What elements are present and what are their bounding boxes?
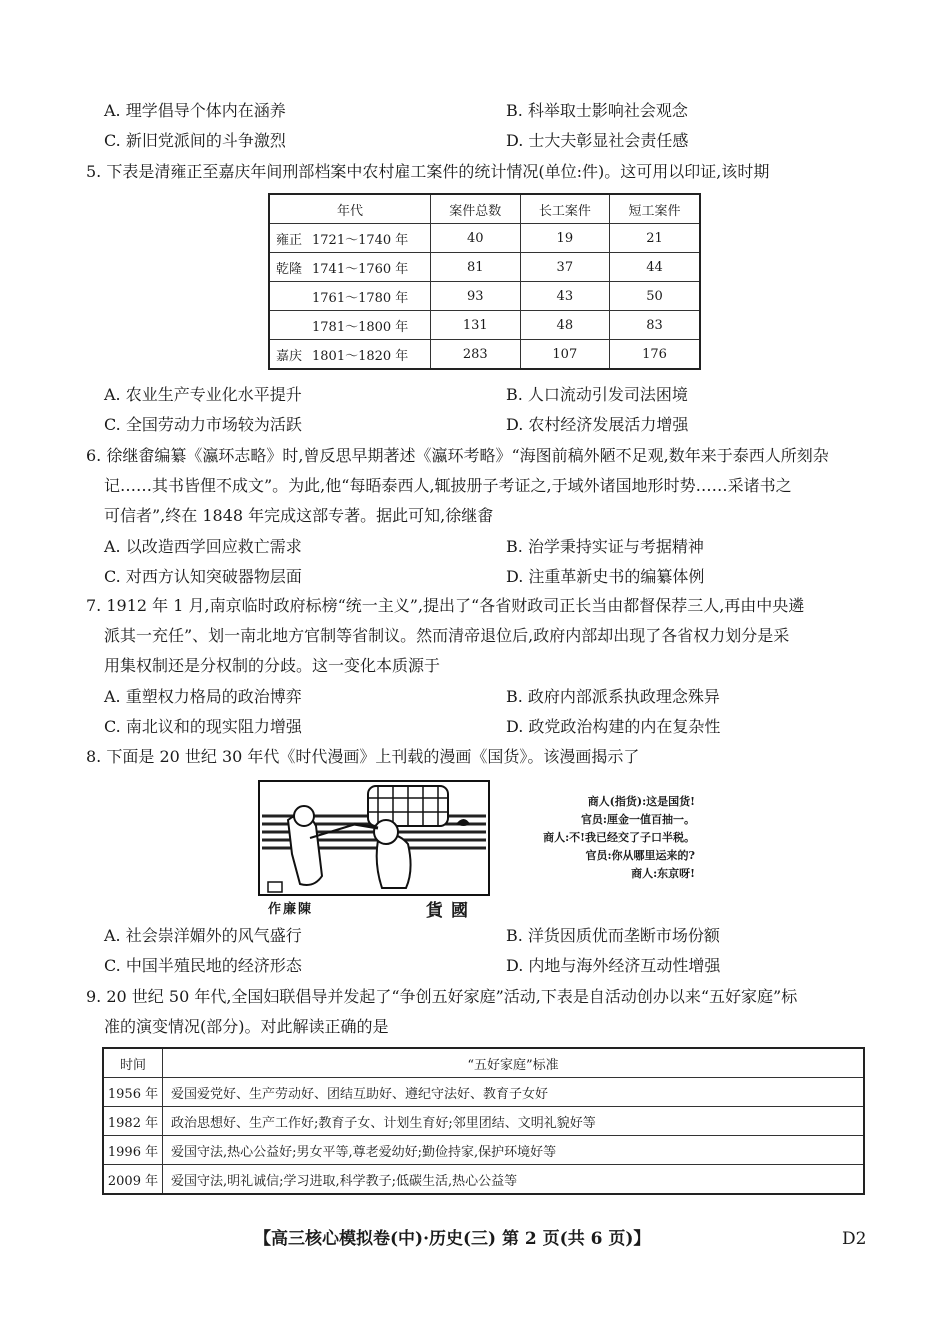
table-header: 时间: [103, 1048, 163, 1078]
q4-option-d: D. 士大夫彰显社会责任感: [506, 131, 689, 150]
q6-line-1: 6. 徐继畬编纂《瀛环志略》时,曾反思早期著述《瀛环考略》“海图前稿外陋不足观,数年来于泰西人所刻杂: [86, 446, 829, 465]
q5-option-c: C. 全国劳动力市场较为活跃: [104, 415, 302, 434]
period-cell: [269, 224, 431, 253]
q7-line-3: 用集权制还是分权制的分歧。这一变化本质源于: [104, 656, 441, 675]
period-cell: [269, 253, 431, 282]
table-row: [269, 282, 700, 311]
q4-option-b: B. 科举取士影响社会观念: [506, 101, 688, 120]
table-cell: 43: [520, 282, 610, 311]
table-row: [103, 1136, 864, 1165]
q7-option-c: C. 南北议和的现实阻力增强: [104, 717, 302, 736]
standard-cell: 政治思想好、生产工作好;教育子女、计划生育好;邻里团结、文明礼貌好等: [163, 1107, 865, 1136]
table-cell: 40: [431, 224, 521, 253]
q6-option-c: C. 对西方认知突破器物层面: [104, 567, 302, 586]
era-label: 乾隆: [276, 261, 303, 277]
period-label: 1761～1780 年: [312, 290, 409, 306]
q6-option-a: A. 以改造西学回应救亡需求: [104, 537, 302, 556]
table-row: [269, 224, 700, 253]
table-cell: 107: [520, 340, 610, 370]
table-header: 长工案件: [520, 194, 610, 224]
dialog-line: 商人:东京呀!: [631, 867, 695, 880]
q4-option-c: C. 新旧党派间的斗争激烈: [104, 131, 286, 150]
q7-line-1: 7. 1912 年 1 月,南京临时政府标榜“统一主义”,提出了“各省财政司正长当由都督保荐三人,再由中央遴: [86, 596, 805, 615]
q9-line-2: 准的演变情况(部分)。对此解读正确的是: [104, 1017, 389, 1036]
dialog-line: 商人:不!我已经交了子口半税。: [543, 831, 695, 844]
q5-stem: 5. 下表是清雍正至嘉庆年间刑部档案中农村雇工案件的统计情况(单位:件)。这可用以印证,该时期: [86, 162, 770, 181]
standard-cell: 爱国守法,热心公益好;男女平等,尊老爱幼好;勤俭持家,保护环境好等: [163, 1136, 865, 1165]
q8-option-d: D. 内地与海外经济互动性增强: [506, 956, 721, 975]
year-cell: 1956 年: [103, 1078, 163, 1107]
table-row: [103, 1165, 864, 1195]
table-header-row: [103, 1048, 864, 1078]
cartoon-illustration: [258, 780, 490, 896]
table-cell: 50: [610, 282, 700, 311]
table-header: 年代: [269, 194, 431, 224]
q7-option-b: B. 政府内部派系执政理念殊异: [506, 687, 720, 706]
year-cell: 1982 年: [103, 1107, 163, 1136]
dialog-line: 商人(指货):这是国货!: [587, 795, 695, 808]
table-header: 短工案件: [610, 194, 700, 224]
q7-line-2: 派其一充任”、划一南北地方官制等省制议。然而清帝退位后,政府内部却出现了各省权力划分是采: [104, 626, 790, 645]
table-cell: 81: [431, 253, 521, 282]
paper-code: D2: [842, 1229, 867, 1249]
q5-option-a: A. 农业生产专业化水平提升: [104, 385, 302, 404]
period-label: 1801～1820 年: [312, 348, 409, 364]
table-cell: 48: [520, 311, 610, 340]
page-footer: 【高三核心模拟卷(中)·历史(三) 第 2 页(共 6 页)】: [254, 1229, 651, 1249]
q4-option-a: A. 理学倡导个体内在涵养: [104, 101, 286, 120]
table-row: [269, 311, 700, 340]
period-cell: [269, 282, 431, 311]
table-cell: 176: [610, 340, 700, 370]
standard-cell: 爱国守法,明礼诚信;学习进取,科学教子;低碳生活,热心公益等: [163, 1165, 865, 1195]
table-cell: 83: [610, 311, 700, 340]
year-cell: 2009 年: [103, 1165, 163, 1195]
table-row: [103, 1078, 864, 1107]
q8-stem: 8. 下面是 20 世纪 30 年代《时代漫画》上刊载的漫画《国货》。该漫画揭示了: [86, 747, 640, 766]
table-cell: 37: [520, 253, 610, 282]
table-header: 案件总数: [431, 194, 521, 224]
period-label: 1781～1800 年: [312, 319, 409, 335]
q6-option-b: B. 治学秉持实证与考据精神: [506, 537, 704, 556]
table-row: [269, 340, 700, 370]
table-cell: 19: [520, 224, 610, 253]
table-cell: 21: [610, 224, 700, 253]
standard-cell: 爱国爱党好、生产劳动好、团结互助好、遵纪守法好、教育子女好: [163, 1078, 865, 1107]
q6-line-3: 可信者”,终在 1848 年完成这部专著。据此可知,徐继畬: [104, 506, 494, 525]
q6-line-2: 记……其书皆俚不成文”。为此,他“每晤泰西人,辄披册子考证之,于域外诸国地形时势……采诸书之: [104, 476, 792, 495]
q6-option-d: D. 注重革新史书的编纂体例: [506, 567, 705, 586]
q9-table: [102, 1047, 865, 1195]
table-cell: 93: [431, 282, 521, 311]
cartoon-author: 作廉陳: [268, 902, 314, 917]
table-row: [269, 253, 700, 282]
q8-option-b: B. 洋货因质优而垄断市场份额: [506, 926, 720, 945]
cartoon-dialog: [490, 793, 695, 883]
period-label: 1741～1760 年: [312, 261, 409, 277]
q5-option-b: B. 人口流动引发司法困境: [506, 385, 688, 404]
q8-option-a: A. 社会崇洋媚外的风气盛行: [104, 926, 302, 945]
table-header-row: [269, 194, 700, 224]
q5-option-d: D. 农村经济发展活力增强: [506, 415, 689, 434]
dialog-line: 官员:厘金一值百抽一。: [580, 813, 695, 826]
q7-option-d: D. 政党政治构建的内在复杂性: [506, 717, 721, 736]
q9-line-1: 9. 20 世纪 50 年代,全国妇联倡导并发起了“争创五好家庭”活动,下表是自活动创办以来“五好家庭”标: [86, 987, 798, 1006]
period-cell: [269, 311, 431, 340]
table-cell: 283: [431, 340, 521, 370]
era-label: 嘉庆: [276, 348, 303, 364]
q5-table: [268, 193, 701, 370]
dialog-line: 官员:你从哪里运来的?: [585, 849, 695, 862]
cartoon-title: 貨國: [426, 901, 476, 921]
period-label: 1721～1740 年: [312, 232, 409, 248]
era-label: 雍正: [276, 232, 303, 248]
table-header: “五好家庭”标准: [163, 1048, 865, 1078]
year-cell: 1996 年: [103, 1136, 163, 1165]
q7-option-a: A. 重塑权力格局的政治博弈: [104, 687, 302, 706]
table-cell: 131: [431, 311, 521, 340]
table-cell: 44: [610, 253, 700, 282]
q8-option-c: C. 中国半殖民地的经济形态: [104, 956, 302, 975]
period-cell: [269, 340, 431, 370]
table-row: [103, 1107, 864, 1136]
